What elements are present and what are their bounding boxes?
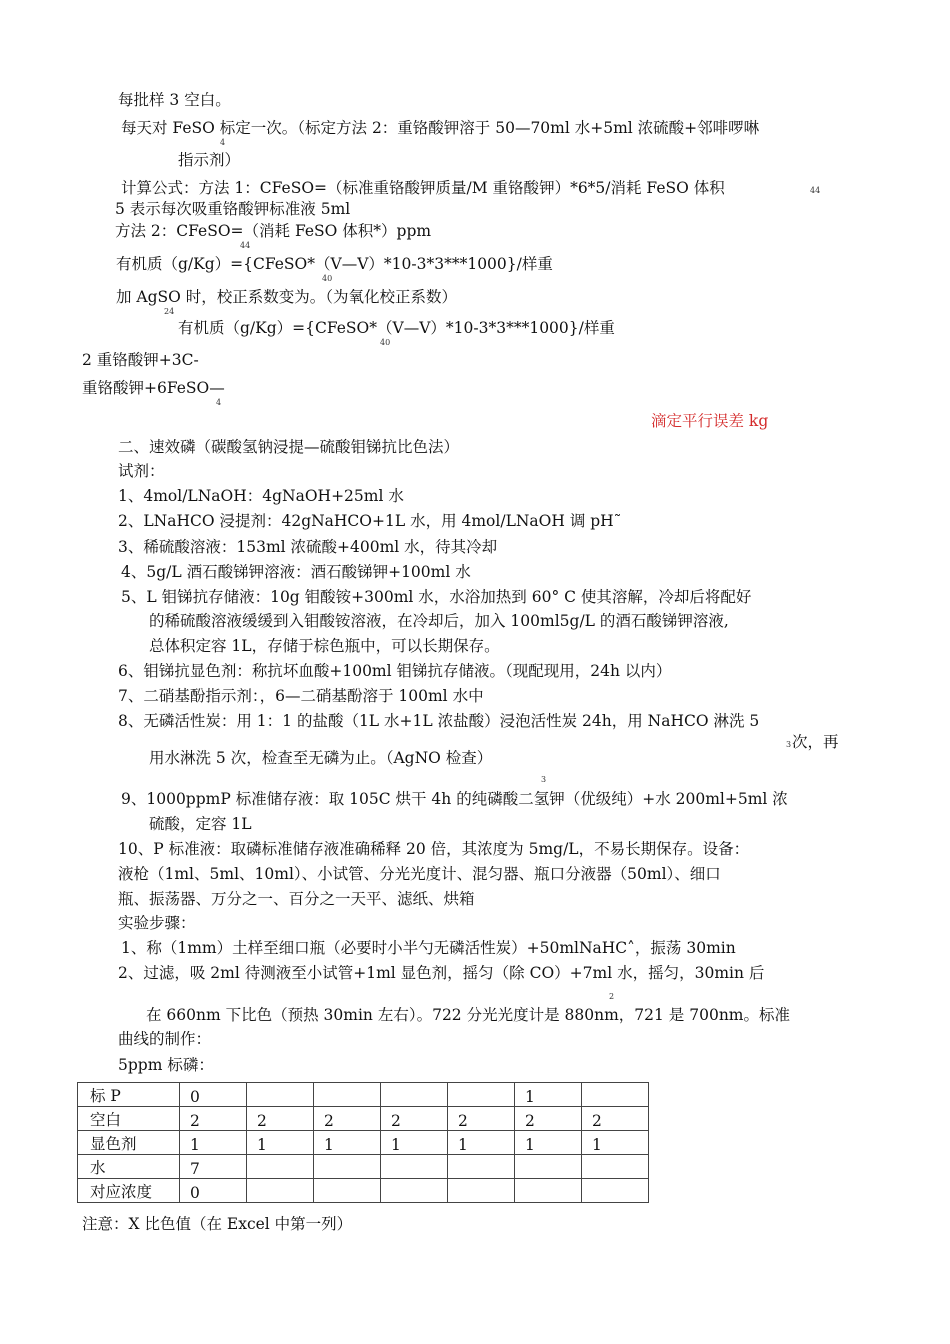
table-cell: 2 [314, 1107, 381, 1131]
footer-note: 注意：X 比色值（在 Excel 中第一列） [82, 1215, 353, 1233]
subscript: 3 [541, 775, 547, 784]
reagent-item-cont: 用水淋洗 5 次，检查至无磷为止。（AgNO 检查） [149, 749, 493, 767]
section-heading: 二、速效磷（碳酸氢钠浸提—硫酸钼锑抗比色法） [118, 438, 460, 456]
table-cell [381, 1083, 448, 1107]
subscript: 4 [216, 398, 222, 407]
table-cell: 2 [247, 1107, 314, 1131]
reagent-item: 2、LNaHCO 浸提剂：42gNaHCO+1L 水，用 4mol/LNaOH 调 pH˜ [118, 512, 622, 530]
table-cell: 0 [180, 1083, 247, 1107]
table-cell: 1 [180, 1131, 247, 1155]
standard-curve-table [77, 1082, 649, 1203]
row-label: 显色剂 [78, 1131, 180, 1155]
table-cell: 1 [314, 1131, 381, 1155]
reagent-item: 1、4mol/LNaOH：4gNaOH+25ml 水 [118, 487, 404, 505]
reagent-item-cont: 硫酸，定容 1L [149, 815, 252, 833]
red-note: 滴定平行误差 kg [651, 412, 769, 430]
text-line: 指示剂） [178, 151, 241, 169]
ppm-label: 5ppm 标磷： [118, 1056, 214, 1074]
subscript: 3 [786, 740, 792, 749]
table-cell: 0 [180, 1179, 247, 1203]
table-cell [314, 1083, 381, 1107]
table-cell [448, 1083, 515, 1107]
text-line: 2 重铬酸钾+3C- [82, 351, 199, 369]
subscript: 44 [810, 186, 821, 195]
subscript: 44 [240, 241, 251, 250]
table-cell [515, 1179, 582, 1203]
table-cell [314, 1179, 381, 1203]
reagent-item: 3、稀硫酸溶液：153ml 浓硫酸+400ml 水，待其冷却 [118, 538, 498, 556]
reagent-item-cont: 液枪（1ml、5ml、10ml）、小试管、分光光度计、混匀器、瓶口分液器（50ml）、细口 [118, 865, 721, 883]
table-cell [314, 1155, 381, 1179]
table-cell [448, 1179, 515, 1203]
text-line: 方法 2：CFeSO=（消耗 FeSO 体积*）ppm [115, 222, 432, 240]
text-line: 计算公式：方法 1：CFeSO=（标准重铬酸钾质量/M 重铬酸钾）*6*5/消耗 FeSO 体积 [121, 179, 725, 197]
table-cell: 1 [381, 1131, 448, 1155]
reagent-item: 10、P 标准液：取磷标准储存液准确稀释 20 倍，其浓度为 5mg/L，不易长期保存。设备： [118, 840, 750, 858]
table-cell [448, 1155, 515, 1179]
table-cell: 1 [448, 1131, 515, 1155]
table-cell: 2 [448, 1107, 515, 1131]
reagent-item: 7、二硝基酚指示剂：，6—二硝基酚溶于 100ml 水中 [118, 687, 484, 705]
table-cell [582, 1155, 649, 1179]
table-cell: 7 [180, 1155, 247, 1179]
subscript: 2 [609, 992, 615, 1001]
table-cell [247, 1083, 314, 1107]
row-label: 对应浓度 [78, 1179, 180, 1203]
reagent-item: 9、1000ppmP 标准储存液：取 105C 烘干 4h 的纯磷酸二氢钾（优级纯）+水 200ml+5ml 浓 [121, 790, 788, 808]
step-item-cont: 曲线的制作： [118, 1030, 212, 1048]
subscript: 40 [380, 338, 391, 347]
reagent-item-cont: 总体积定容 1L，存储于棕色瓶中，可以长期保存。 [149, 637, 500, 655]
table-cell: 2 [180, 1107, 247, 1131]
table-cell: 1 [247, 1131, 314, 1155]
text-line: 每天对 FeSO 标定一次。（标定方法 2：重铬酸钾溶于 50—70ml 水+5ml 浓硫酸+邻啡啰啉 [121, 119, 760, 137]
table-row [78, 1155, 649, 1179]
row-label: 标 P [78, 1083, 180, 1107]
step-item: 2、过滤，吸 2ml 待测液至小试管+1ml 显色剂，摇匀（除 CO）+7ml 水，摇匀，30min 后 [118, 964, 765, 982]
subscript: 40 [322, 274, 333, 283]
table-cell [247, 1155, 314, 1179]
steps-label: 实验步骤： [118, 914, 196, 932]
table-row [78, 1083, 649, 1107]
step-item: 1、称（1mm）土样至细口瓶（必要时小半勺无磷活性炭）+50mlNaHC˄，振荡 30min [121, 939, 736, 957]
text-line: 5 表示每次吸重铬酸钾标准液 5ml [115, 200, 351, 218]
table-cell: 1 [515, 1131, 582, 1155]
reagent-item: 4、5g/L 酒石酸锑钾溶液：酒石酸锑钾+100ml 水 [121, 563, 471, 581]
subscript: 4 [220, 138, 226, 147]
table-cell [582, 1179, 649, 1203]
row-label: 水 [78, 1155, 180, 1179]
table-row [78, 1179, 649, 1203]
table-cell: 2 [582, 1107, 649, 1131]
row-label: 空白 [78, 1107, 180, 1131]
table-cell: 1 [515, 1083, 582, 1107]
table-cell [582, 1083, 649, 1107]
table-row [78, 1107, 649, 1131]
text-line: 有机质（g/Kg）={CFeSO*（V—V）*10-3*3***1000}/样重 [116, 255, 553, 273]
reagent-item: 8、无磷活性炭：用 1：1 的盐酸（1L 水+1L 浓盐酸）浸泡活性炭 24h，用 NaHCO 淋洗 5 [118, 712, 760, 730]
table-cell [247, 1179, 314, 1203]
table-cell [381, 1179, 448, 1203]
reagent-item-cont: 瓶、振荡器、万分之一、百分之一天平、滤纸、烘箱 [118, 890, 475, 908]
table-row [78, 1131, 649, 1155]
table-cell [381, 1155, 448, 1179]
reagent-item-cont: 的稀硫酸溶液缓缓到入钼酸铵溶液，在冷却后，加入 100ml5g/L 的酒石酸锑钾溶液, [149, 612, 729, 630]
table-cell: 1 [582, 1131, 649, 1155]
step-item-cont: 在 660nm 下比色（预热 30min 左右）。722 分光光度计是 880nm，721 是 700nm。标准 [146, 1006, 790, 1024]
reagent-item: 6、钼锑抗显色剂：称抗坏血酸+100ml 钼锑抗存储液。（现配现用，24h 以内） [118, 662, 672, 680]
text-line: 加 AgSO 时，校正系数变为。（为氧化校正系数） [116, 288, 458, 306]
table-cell [515, 1155, 582, 1179]
text-line: 有机质（g/Kg）={CFeSO*（V—V）*10-3*3***1000}/样重 [178, 319, 615, 337]
table-cell: 2 [515, 1107, 582, 1131]
reagent-item: 5、L 钼锑抗存储液：10g 钼酸铵+300ml 水，水浴加热到 60° C 使其溶解，冷却后将配好 [121, 588, 752, 606]
reagents-label: 试剂： [118, 462, 165, 480]
table-cell: 2 [381, 1107, 448, 1131]
subscript: 24 [164, 307, 175, 316]
text-line: 每批样 3 空白。 [118, 91, 231, 109]
reagent-item-cont: 次，再 [792, 733, 839, 751]
text-line: 重铬酸钾+6FeSO— [82, 379, 225, 397]
